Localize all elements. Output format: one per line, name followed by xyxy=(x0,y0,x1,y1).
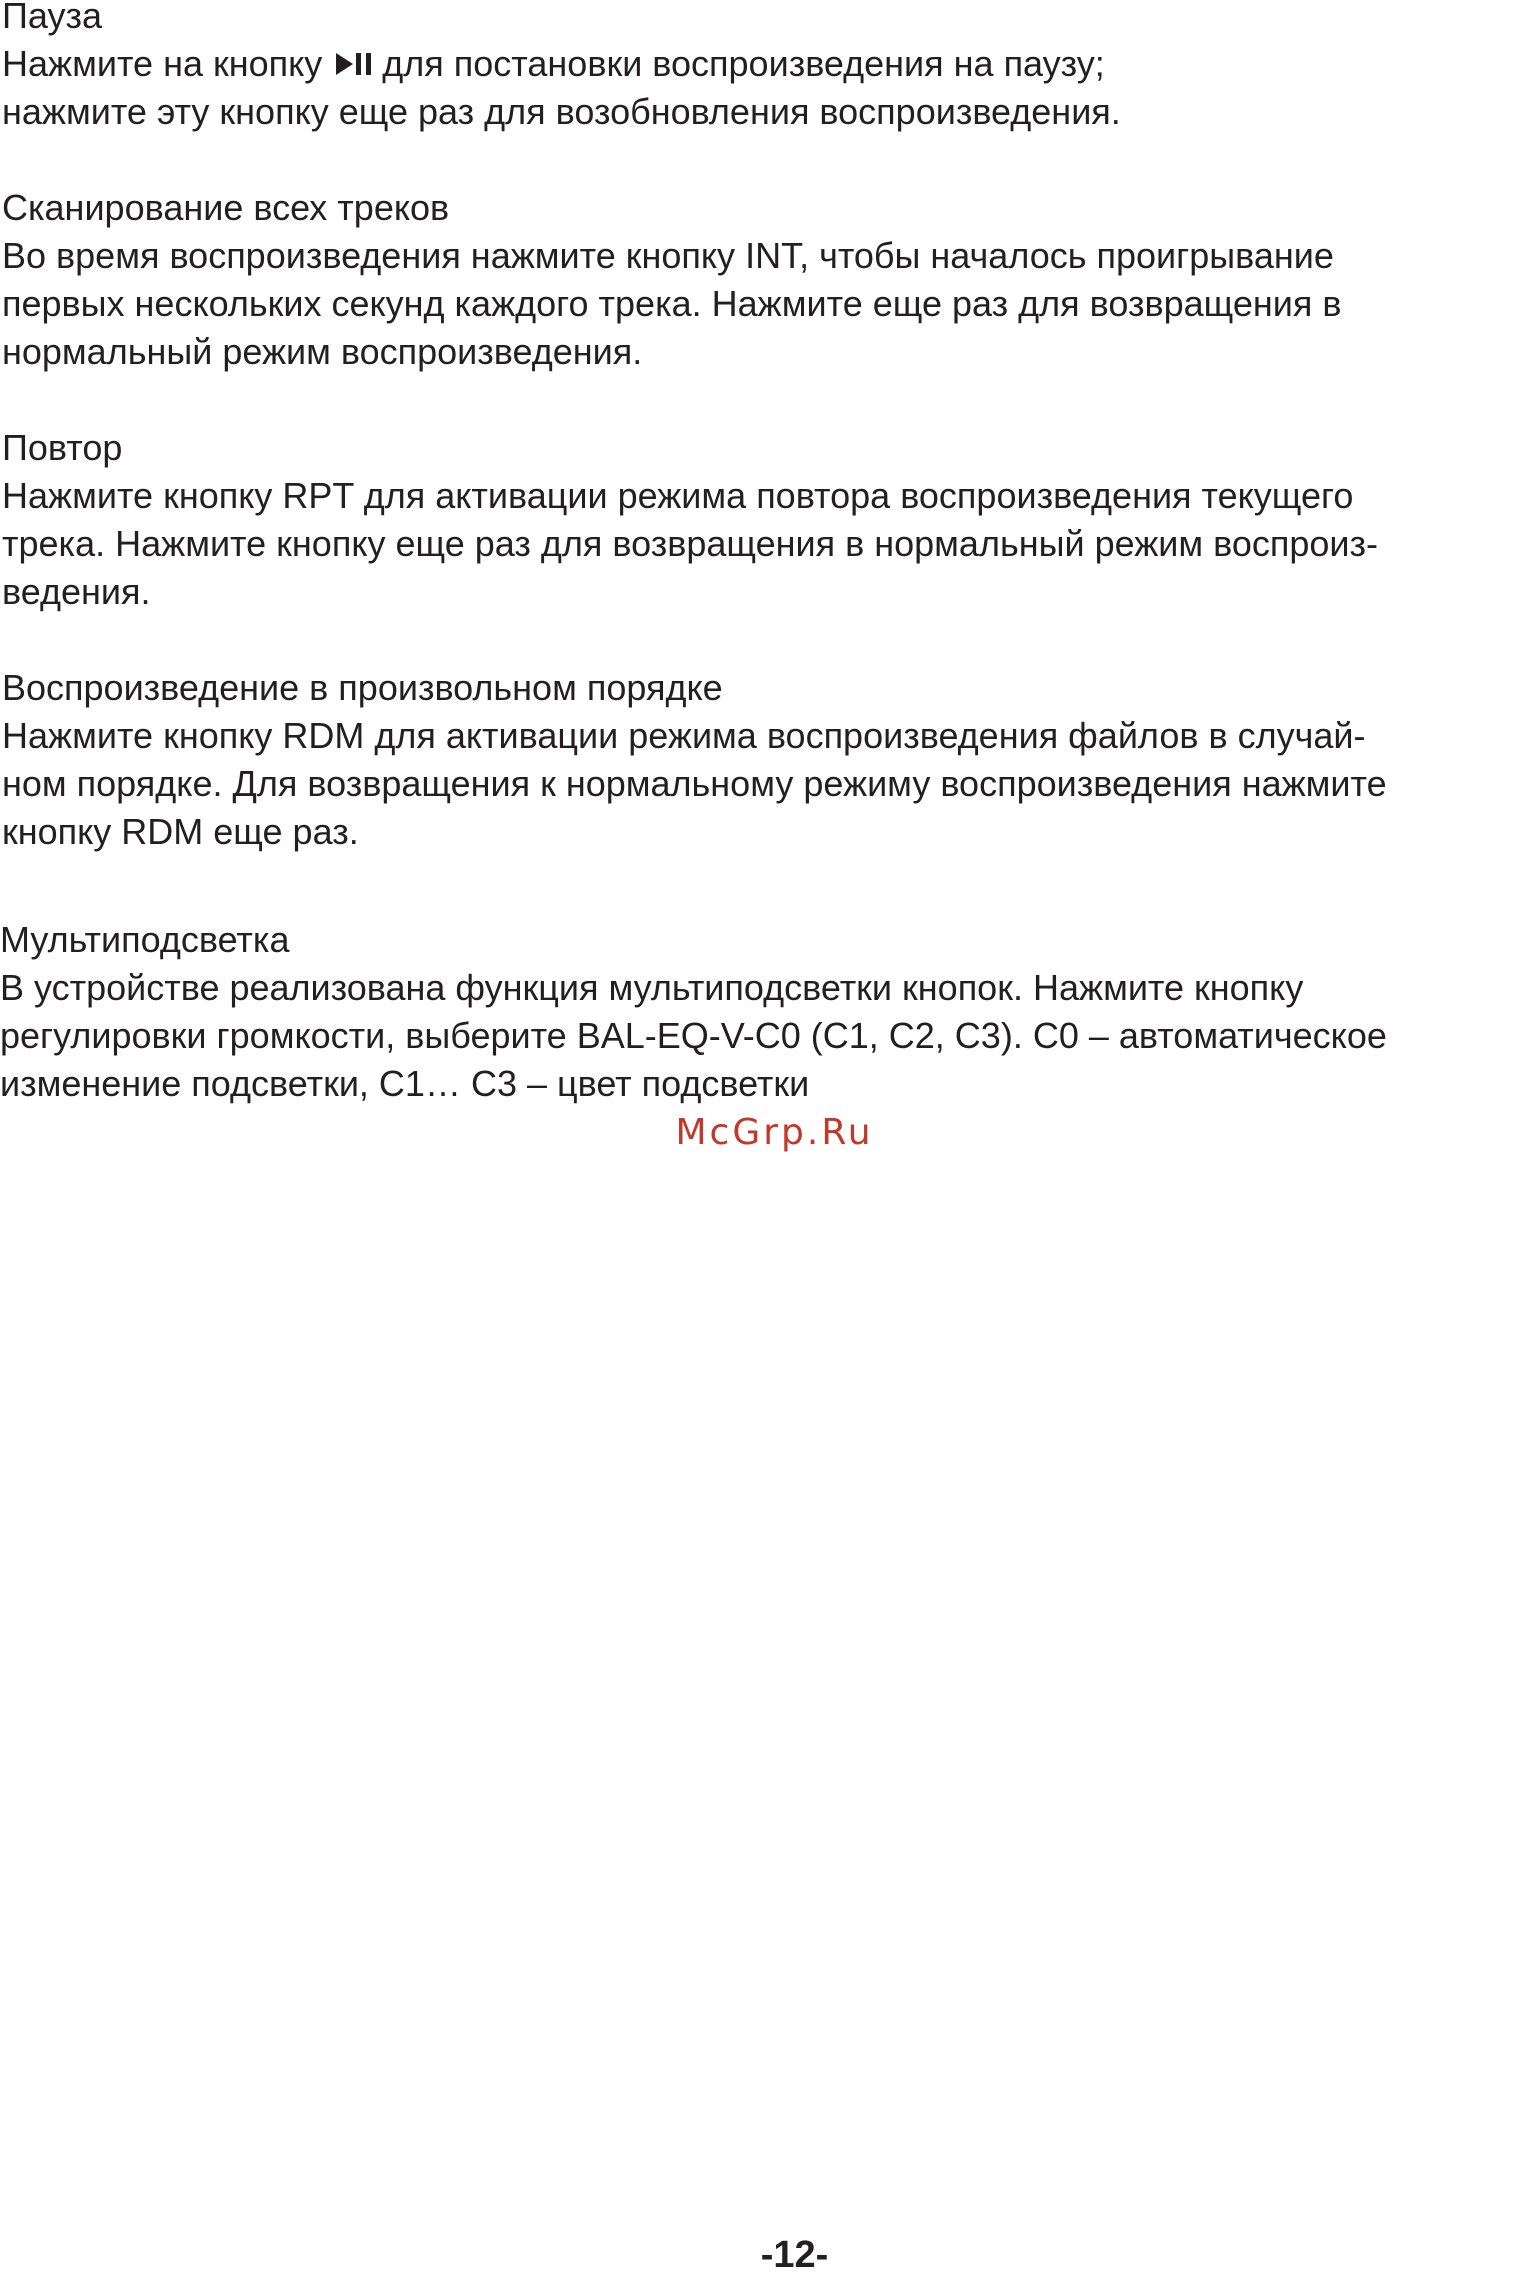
section-heading-random: Воспроизведение в произвольном порядке xyxy=(2,667,723,708)
section-heading-scan: Сканирование всех треков xyxy=(2,187,450,228)
section-heading-pause: Пауза xyxy=(2,0,103,36)
paragraph-line: регулировки громкости, выберите BAL-EQ-V-C0 (C1, C2, C3). C0 – автоматическое xyxy=(0,1015,1387,1056)
paragraph-line: трека. Нажмите кнопку еще раз для возвращения в нормальный режим воспроиз- xyxy=(2,523,1379,564)
play-pause-icon xyxy=(336,42,376,90)
paragraph-line: изменение подсветки, C1… C3 – цвет подсветки xyxy=(0,1063,810,1104)
watermark-text: McGrp.Ru xyxy=(675,1112,874,1153)
paragraph-line: В устройстве реализована функция мультиподсветки кнопок. Нажмите кнопку xyxy=(0,967,1304,1008)
paragraph-line: первых нескольких секунд каждого трека. Нажмите еще раз для возвращения в xyxy=(2,283,1342,324)
paragraph-line: Нажмите кнопку RDM для активации режима воспроизведения файлов в случай- xyxy=(2,715,1366,756)
page-number: -12- xyxy=(760,2234,829,2276)
paragraph-line: нормальный режим воспроизведения. xyxy=(2,331,643,372)
section-heading-multilight: Мультиподсветка xyxy=(0,919,290,960)
paragraph-line: нажмите эту кнопку еще раз для возобновления воспроизведения. xyxy=(2,91,1121,132)
paragraph-line: кнопку RDM еще раз. xyxy=(2,811,359,852)
paragraph-line: ведения. xyxy=(2,571,151,612)
section-heading-repeat: Повтор xyxy=(2,427,123,468)
paragraph-line: Нажмите кнопку RPT для активации режима повтора воспроизведения текущего xyxy=(2,475,1354,516)
paragraph-line xyxy=(2,40,1105,90)
paragraph-line: ном порядке. Для возвращения к нормальному режиму воспроизведения нажмите xyxy=(2,763,1387,804)
line-text: для постановки воспроизведения на паузу; xyxy=(382,43,1105,84)
paragraph-line: Во время воспроизведения нажмите кнопку INT, чтобы началось проигрывание xyxy=(2,235,1334,276)
line-text: Нажмите на кнопку xyxy=(2,43,323,84)
